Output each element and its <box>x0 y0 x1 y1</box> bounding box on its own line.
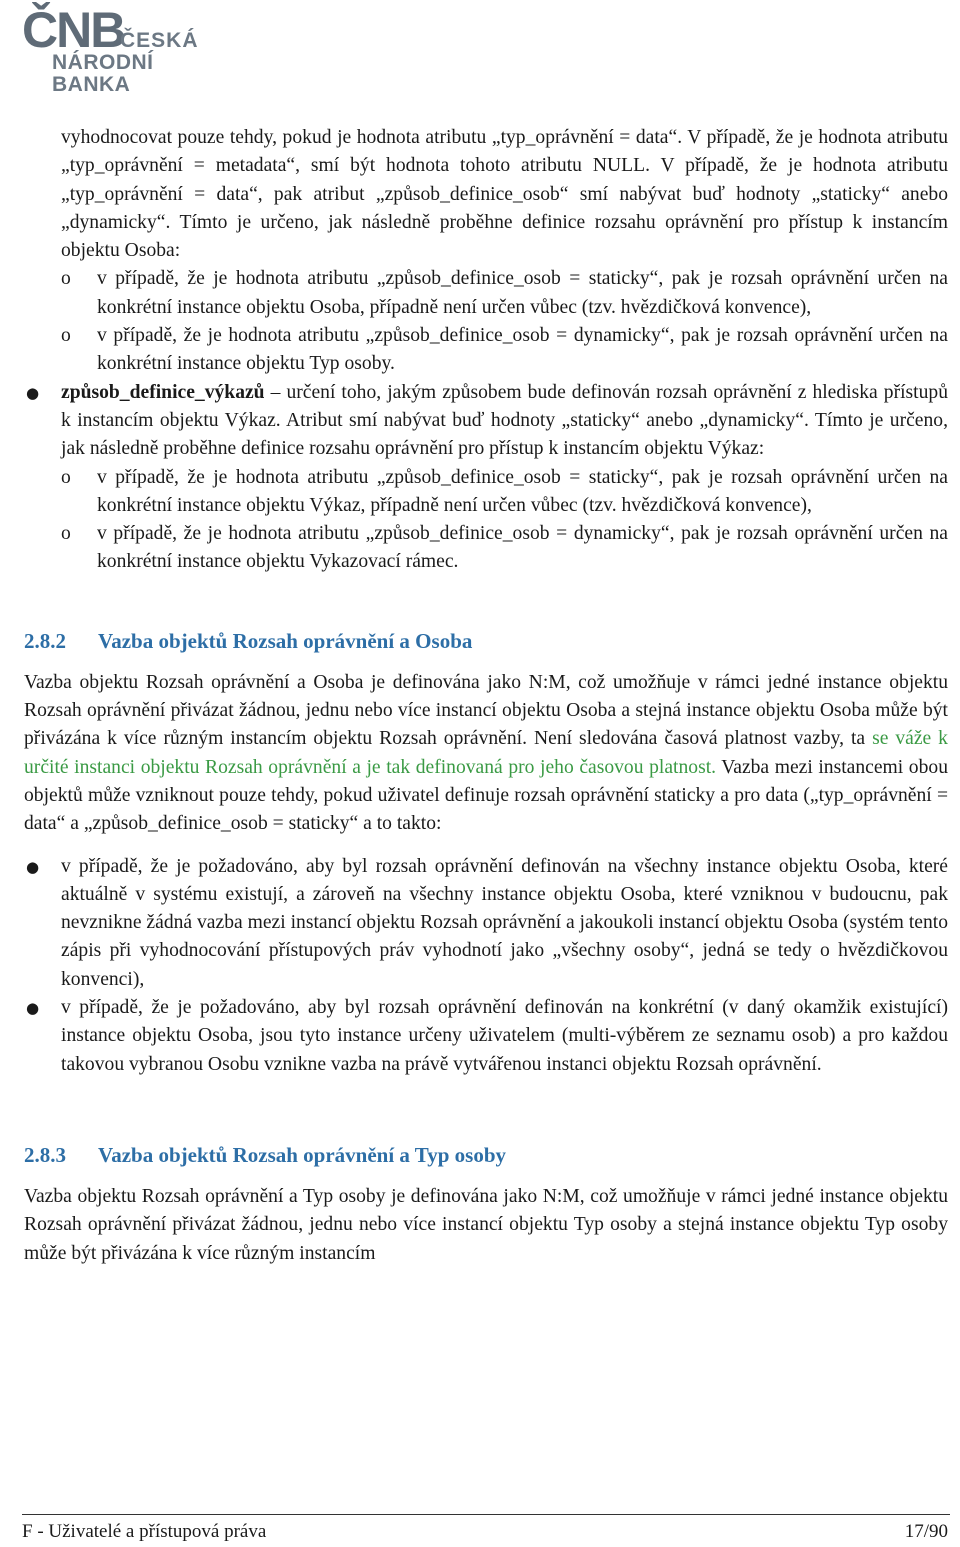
sub-bullet-marker: o <box>61 523 71 545</box>
cnb-logo-line1: ČESKÁ <box>120 29 199 52</box>
section-heading-2-8-2 <box>24 627 948 655</box>
section-title: Vazba objektů Rozsah oprávnění a Typ osoby <box>98 1142 507 1167</box>
document-body <box>24 124 948 1268</box>
list-item-text: v případě, že je požadováno, aby byl rozsah oprávnění definován na konkrétní (v daný okamžik existující) instance objektu Osoba, jsou tyto instance určeny uživatelem (multi-výběrem ze seznamu osob) a pro každou takovou vybranou Osobu vznikne vazba na právě vytvářenou instanci objektu Rozsah oprávnění. <box>61 997 948 1075</box>
vykazu-sub-item <box>24 464 948 521</box>
vykazu-sub-item <box>24 520 948 577</box>
intro-paragraph: vyhodnocovat pouze tehdy, pokud je hodnota atributu „typ_oprávnění = data“. V případě, že je hodnota atributu „typ_oprávnění = metadata“, smí být hodnota tohoto atributu NULL. V případě, že je hodnota atributu „typ_oprávnění = data“, pak atribut „způsob_definice_osob“ smí nabývat buď hodnoty „staticky“ anebo „dynamicky“. Tímto je určeno, jak následně proběhne definice rozsahu oprávnění pro přístup k instancím objektu Osoba: <box>61 127 948 262</box>
highlighted-text: se váže k určité instanci objektu Rozsah oprávnění a je tak definovaná pro jeho časovou platnost. <box>24 728 948 778</box>
section-number: 2.8.2 <box>24 628 66 653</box>
cnb-logo-mark: ČNB <box>22 2 125 58</box>
sub-bullet-marker: o <box>61 466 71 488</box>
sub-bullet-marker: o <box>61 268 71 290</box>
vykazu-text: – určení toho, jakým způsobem bude definován rozsah oprávnění z hlediska přístupů k instancím objektu Výkaz. Atribut smí nabývat buď hodnoty „staticky“ anebo „dynamicky“. Tímto je určeno, jak následně proběhne definice rozsahu oprávnění pro přístup k instancím objektu Výkaz: <box>61 381 948 460</box>
sub-item-text: v případě, že je hodnota atributu „způsob_definice_osob = dynamicky“, pak je rozsah oprávnění určen na konkrétní instance objektu Vykazovací rámec. <box>97 523 948 573</box>
bullet-marker: ● <box>26 999 40 1018</box>
sub-item-text: v případě, že je hodnota atributu „způsob_definice_osob = dynamicky“, pak je rozsah oprávnění určen na konkrétní instance objektu Typ osoby. <box>97 325 948 375</box>
section-heading-2-8-3 <box>24 1141 948 1169</box>
sub-item-text: v případě, že je hodnota atributu „způsob_definice_osob = staticky“, pak je rozsah oprávnění určen na konkrétní instance objektu Osoba, případně není určen vůbec (tzv. hvězdičková konvence), <box>97 268 948 318</box>
bullet-marker: ● <box>26 383 40 402</box>
intro-sub-item <box>24 322 948 379</box>
paragraph-text: Vazba mezi instancemi obou objektů může vzniknout pouze tehdy, pokud uživatel definuje rozsah oprávnění staticky a pro data („typ_oprávnění = data“ a „způsob_definice_osob = staticky“ a to takto: <box>24 756 948 835</box>
sub-item-text: v případě, že je hodnota atributu „způsob_definice_osob = staticky“, pak je rozsah oprávnění určen na konkrétní instance objektu Výkaz, případně není určen vůbec (tzv. hvězdičková konvence), <box>97 466 948 516</box>
bullet-marker: ● <box>26 857 40 876</box>
cnb-logo <box>22 0 222 96</box>
vykazu-bullet <box>24 379 948 464</box>
sub-bullet-marker: o <box>61 325 71 347</box>
section-2-8-2-paragraph <box>24 669 948 839</box>
list-item <box>24 853 948 994</box>
footer-divider <box>22 1514 950 1515</box>
list-item-text: v případě, že je požadováno, aby byl rozsah oprávnění definován na všechny instance objektu Osoba, které aktuálně v systému existují, a zároveň na všechny instance objektu Osoba, které vzniknou v budoucnu, pak nevznikne žádná vazba mezi instancí objektu Rozsah oprávnění a jakoukoli instancí objektu Osoba (systém tento zápis při vyhodnocování přístupových práv vyhodnotí jako „všechny osoby“, jedná se tedy o hvězdičkovou konvenci), <box>61 855 948 990</box>
page-number: 17/90 <box>904 1521 948 1542</box>
list-item <box>24 994 948 1079</box>
cnb-logo-line2: NÁRODNÍ BANKA <box>52 51 154 96</box>
section-2-8-3-paragraph: Vazba objektu Rozsah oprávnění a Typ osoby je definována jako N:M, což umožňuje v rámci jedné instance objektu Rozsah oprávnění přivázat žádnou, jednu nebo více instancí objektu Typ osoby a stejná instance objektu Typ osoby může být přivázána k více různým instancím <box>24 1185 948 1264</box>
paragraph-text: Vazba objektu Rozsah oprávnění a Osoba je definována jako N:M, což umožňuje v rámci jedné instance objektu Rozsah oprávnění přivázat žádnou, jednu nebo více instancí objektu Osoba a stejná instance objektu Osoba může být přivázána k více různým instancím objektu Rozsah oprávnění. Není sledována časová platnost vazby, ta <box>24 671 948 750</box>
footer-title: F - Uživatelé a přístupová práva <box>22 1521 267 1542</box>
vykazu-term: způsob_definice_výkazů <box>61 381 265 403</box>
section-title: Vazba objektů Rozsah oprávnění a Osoba <box>98 628 473 653</box>
section-number: 2.8.3 <box>24 1142 66 1167</box>
intro-sub-item <box>24 265 948 322</box>
